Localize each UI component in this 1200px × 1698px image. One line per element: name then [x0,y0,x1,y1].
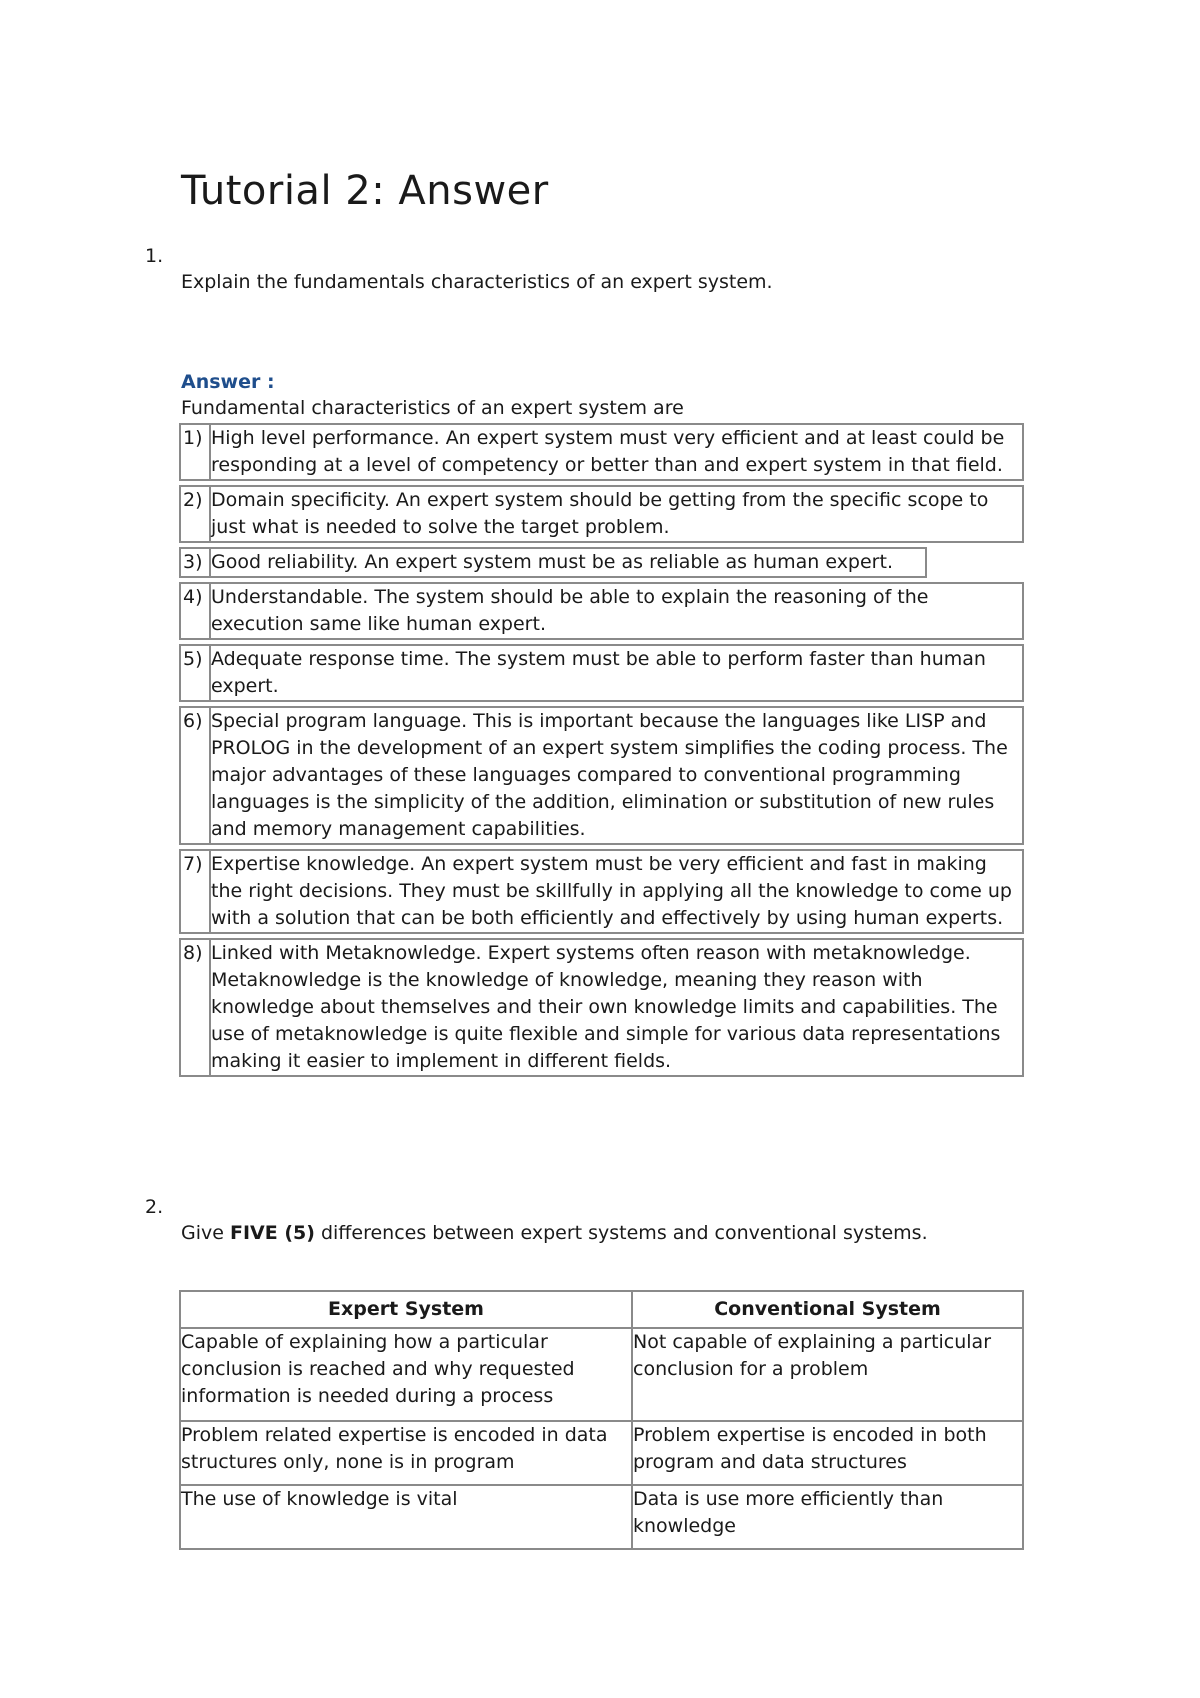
question-2-emphasis: FIVE (5) [229,1222,315,1244]
list-item-text: Linked with Metaknowledge. Expert systems often reason with metaknowledge. Metaknowledge is the knowledge of knowledge, meaning they reason with knowledge about themselves and their own knowledge limits and capabilities. The use of metaknowledge is quite flexible and simple for various data representations making it easier to implement in different fields. [211,942,1001,1072]
question-2-text-after: differences between expert systems and conventional systems. [314,1222,928,1244]
table-header-conventional-system: Conventional System [632,1291,1023,1328]
list-item-number: 3) [181,549,211,576]
table-cell: Not capable of explaining a particular conclusion for a problem [632,1328,1023,1421]
list-item [179,938,1024,1077]
list-item-text: Good reliability. An expert system must be as reliable as human expert. [211,551,893,573]
list-item-number: 8) [181,940,211,1075]
list-item-text: Understandable. The system should be able to explain the reasoning of the execution same like human expert. [211,586,929,635]
differences-table [179,1290,1024,1550]
table-header-expert-system: Expert System [180,1291,632,1328]
list-item-number: 7) [181,851,211,932]
table-row [180,1421,1023,1485]
table-header-row [180,1291,1023,1328]
list-item-number: 1) [181,425,211,479]
list-item-number: 2) [181,487,211,541]
question-2-number: 2. [145,1196,164,1218]
list-item-text: Domain specificity. An expert system should be getting from the specific scope to just what is needed to solve the target problem. [211,489,989,538]
page-title: Tutorial 2: Answer [181,168,549,214]
answer-label: Answer : [181,371,275,393]
list-item-number: 5) [181,646,211,700]
question-2-text [181,1222,928,1244]
table-cell: Capable of explaining how a particular conclusion is reached and why requested information is needed during a process [180,1328,632,1421]
list-item [179,582,1024,640]
list-item-text: Adequate response time. The system must be able to perform faster than human expert. [211,648,986,697]
table-cell: Problem expertise is encoded in both program and data structures [632,1421,1023,1485]
list-item [179,423,1024,481]
answer-intro: Fundamental characteristics of an expert system are [181,397,684,419]
list-item [179,644,1024,702]
table-cell: Problem related expertise is encoded in data structures only, none is in program [180,1421,632,1485]
question-2-text-before: Give [181,1222,230,1244]
table-row [180,1485,1023,1549]
list-item [179,706,1024,845]
list-item [179,485,1024,543]
list-item [179,849,1024,934]
list-item-number: 6) [181,708,211,843]
characteristics-list [179,423,1024,1081]
table-cell: The use of knowledge is vital [180,1485,632,1549]
table-cell: Data is use more efficiently than knowledge [632,1485,1023,1549]
list-item-text: High level performance. An expert system must very efficient and at least could be responding at a level of competency or better than and expert system in that field. [211,427,1005,476]
table-row [180,1328,1023,1421]
list-item-text: Special program language. This is important because the languages like LISP and PROLOG in the development of an expert system simplifies the coding process. The major advantages of these languages compared to conventional programming languages is the simplicity of the addition, elimination or substitution of new rules and memory management capabilities. [211,710,1008,840]
question-1-text: Explain the fundamentals characteristics of an expert system. [181,271,773,293]
list-item-number: 4) [181,584,211,638]
list-item-text: Expertise knowledge. An expert system must be very efficient and fast in making the right decisions. They must be skillfully in applying all the knowledge to come up with a solution that can be both efficiently and effectively by using human experts. [211,853,1012,929]
list-item [179,547,927,578]
question-1-number: 1. [145,245,164,267]
